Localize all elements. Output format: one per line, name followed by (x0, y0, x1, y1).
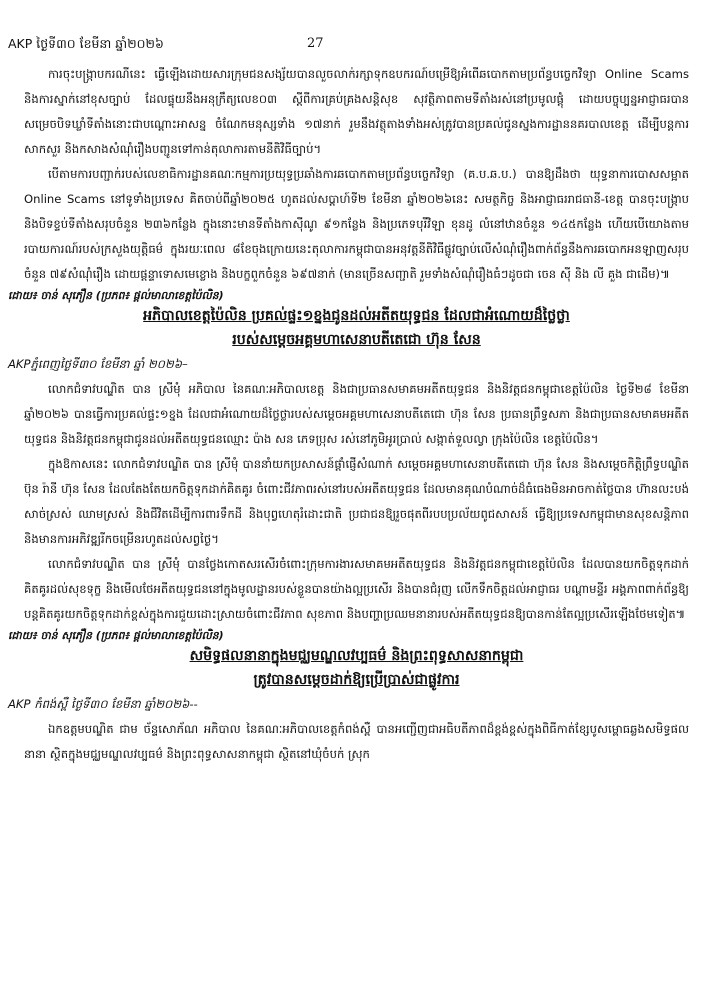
article-pailin-veteran-house (8, 304, 689, 644)
article-dateline: AKP កំពង់ស្ពឺ ថ្ងៃទី៣០ ខែមីនា ឆ្នាំ២០២៦-- (8, 697, 198, 711)
article-headline (24, 644, 689, 692)
headline-line: ត្រូវបានសម្តេចដាក់ឱ្យប្រើប្រាស់ជាផ្លូវការ (253, 672, 460, 688)
article-paragraph: លោកជំទាវបណ្ឌិត បាន ស្រីមុំ បានថ្លែងកោតសរសើរចំពោះក្រុមការងារសមាគមអតីតយុទ្ធជន និងនិវត្តជនកម្ពុជាខេត្តប៉ៃលិន ដែលបានយកចិត្តទុកដាក់គិតគូរដល់សុខទុក្ខ និងមើលថែអតីតយុទ្ធជននៅក្នុងមូលដ្ឋានរបស់ខ្លួនបានយ៉ាងល្អប្រសើរ និងបានជំរុញ លើកទឹកចិត្តដល់អាជ្ញាធរ បណ្តាមន្ទីរ អង្គភាពពាក់ព័ន្ធឱ្យបន្តគិតគូរយកចិត្តទុកដាក់ខ្ពស់ក្នុងការជួយដោះស្រាយចំពោះជីវភាព សុខភាព និងបញ្ហាប្រឈមនានារបស់អតីតយុទ្ធជនឱ្យបានកាន់តែល្អប្រសើរឡើងថែមទៀត៕ (24, 557, 689, 621)
publication-date: AKP ថ្ងៃទី៣០ ខែមីនា ឆ្នាំ២០២៦ (8, 36, 164, 51)
article-paragraph: ឯកឧត្តមបណ្ឌិត ជាម ច័ន្ទសោភ័ណ អភិបាល នៃគណៈអភិបាលខេត្តកំពង់ស្ពឺ បានអញ្ជើញជាអធិបតីភាពដ៏ខ្ពង់ខ្ពស់ក្នុងពិធីកាត់ខ្សែបូសម្ពោធឆ្លងសមិទ្ធផលនានា ស្ថិតក្នុងមជ្ឈមណ្ឌលវប្បធម៌ និងព្រះពុទ្ធសាសនាកម្ពុជា ស្ថិតនៅឃុំចំបក់ ស្រុក (24, 722, 689, 761)
page-number: 27 (307, 36, 324, 51)
headline-line: សមិទ្ធផលនានាក្នុងមជ្ឈមណ្ឌលវប្បធម៌ និងព្រះពុទ្ធសាសនាកម្ពុជា (189, 648, 524, 664)
article-paragraph: ក្នុងឱកាសនេះ លោកជំទាវបណ្ឌិត បាន ស្រីមុំ បាននាំយកប្រសាសន៍ផ្តាំផ្ញើសំណាក់ សម្តេចអគ្គមហាសេនាបតីតេជោ ហ៊ុន សែន និងសម្តេចកិត្តិព្រឹទ្ធបណ្ឌិត ប៊ុន រ៉ានី ហ៊ុន សែន ដែលតែងតែយកចិត្តទុកដាក់គិតគូរ ចំពោះជីវភាពរស់នៅរបស់អតីតយុទ្ធជន ដែលមានគុណបំណាច់ដ៏ធំធេងមិនអាចកាត់ថ្លៃបាន ហ៊ានលះបង់សាច់ស្រស់ ឈាមស្រស់ និងជីវិតដើម្បីការពារទឹកដី និងបុព្វហេតុរំដោះជាតិ ប្រជាជនឱ្យរួចផុតពីរបបប្រល័យពូជសាសន៍ ធ្វើឱ្យប្រទេសកម្ពុជាមានសុខសន្តិភាព និងមានការអភិវឌ្ឍរីកចម្រើនរហូតដល់សព្វថ្ងៃ។ (24, 457, 689, 546)
headline-line: អភិបាលខេត្តប៉ៃលិន ប្រគល់ផ្ទះ១ខ្នងជូនដល់អតីតយុទ្ធជន ដែលជាអំណោយដ៏ថ្លៃថ្លា (143, 308, 570, 324)
article-cultural-center-inauguration (8, 644, 689, 767)
article-continuation (8, 62, 689, 304)
page-header (8, 36, 698, 56)
article-paragraph: ការចុះបង្ក្រាបករណីនេះ ធ្វើឡើងដោយសារក្រុមជនសង្ស័យបានលួចលាក់រក្សាទុកឧបករណ៍បម្រើឱ្យអំពើឆបោកតាមប្រព័ន្ធបច្ចេកវិទ្យា Online Scams និងការស្នាក់នៅខុសច្បាប់ ដែលផ្ទុយនឹងអនុក្រឹត្យលេខ០៣ ស្តីពីការគ្រប់គ្រងសន្តិសុខ សុវត្ថិភាពតាមទីតាំងរស់នៅប្រមូលផ្តុំ ដោយបច្ចុប្បន្នអាជ្ញាធរបានសម្រេចបិទឃ្លាំទីតាំងនោះជាបណ្តោះអាសន្ន ចំណែកមនុស្សទាំង ១៧នាក់ រួមនឹងវត្ថុតាងទាំងអស់ត្រូវបានប្រគល់ជូនស្នងការដ្ឋាននគរបាលខេត្ត ដើម្បីបន្តការសាកសួរ និងកសាងសំណុំរឿងបញ្ជូនទៅកាន់តុលាការតាមនីតិវិធីច្បាប់។ (24, 67, 689, 156)
article-paragraph: លោកជំទាវបណ្ឌិត បាន ស្រីមុំ អភិបាល នៃគណៈអភិបាលខេត្ត និងជាប្រធានសមាគមអតីតយុទ្ធជន និងនិវត្តជនកម្ពុជាខេត្តប៉ៃលិន ថ្ងៃទី២៨ ខែមីនា ឆ្នាំ២០២៦ បានធ្វើការប្រគល់ផ្ទះ១ខ្នង ដែលជាអំណោយដ៏ថ្លៃថ្លារបស់សម្តេចអគ្គមហាសេនាបតីតេជោ ហ៊ុន សែន ប្រធានព្រឹទ្ធសភា និងជាប្រធានសមាគមអតីតយុទ្ធជន និងនិវត្តជនកម្ពុជាជូនដល់អតីតយុទ្ធជនឈ្មោះ ប៉ាង សន ភេទប្រុស រស់នៅភូមិអូរប្រាល់ សង្កាត់ទួលល្វា ក្រុងប៉ៃលិន ខេត្តប៉ៃលិន។ (24, 382, 689, 446)
article-dateline: AKPភ្នំពេញថ្ងៃទី៣០ ខែមីនា ឆ្នាំ ២០២៦– (8, 357, 188, 371)
article-paragraph: បើតាមការបញ្ជាក់របស់លេខាធិការដ្ឋានគណៈកម្មការប្រយុទ្ធប្រឆាំងការឆបោកតាមប្រព័ន្ធបច្ចេកវិទ្យា (គ.ប.ឆ.ប.) បានឱ្យដឹងថា យុទ្ធនាការបោសសម្អាត Online Scams នៅទូទាំងប្រទេស គិតចាប់ពីឆ្នាំ២០២៥ ហូតដល់សប្តាហ៍ទី២ ខែមីនា ឆ្នាំ២០២៦នេះ សមត្ថកិច្ច និងអាជ្ញាធររាជធានី-ខេត្ត បានចុះបង្ក្រាប និងបិទខ្ទប់ទីតាំងសរុបចំនួន ២៣៦កន្លែង ក្នុងនោះមានទីតាំងកាស៊ីណូ ៩១កន្លែង និងប្រភេទបុរីវិឡា ខុនដូ លំនៅឋានចំនួន ១៤៥កន្លែង ហើយបើយោងតាមរបាយការណ៍របស់ក្រសួងយុត្តិធម៌ ក្នុងរយៈពេល ៨ខែចុងក្រោយនេះតុលាការកម្ពុជាបានអនុវត្តនីតិវិធីផ្លូវច្បាប់លើសំណុំរឿងពាក់ព័ន្ធនឹងការឆបោកអនឡាញសរុបចំនួន ៧៩សំណុំរឿង ដោយផ្តន្ទាទោសមេខ្លោង និងបក្ខពួកចំនួន ៦៩៧នាក់ (មានច្រើនសញ្ជាតិ រួមទាំងសំណុំរឿងធំៗដូចជា ចេន ស៊ី និង លី គួង ជាដើម)៕ (24, 167, 689, 281)
article-byline: ដោយ៖ ចាន់ សុភឿន (ប្រភព៖ ផ្តល់មាលាខេត្តប៉ៃលិន) (8, 289, 224, 302)
article-headline (24, 304, 689, 352)
article-byline: ដោយ៖ ចាន់ សុភឿន (ប្រភព៖ ផ្តល់មាលាខេត្តប៉ៃលិន) (8, 629, 224, 642)
page-content (8, 62, 689, 767)
headline-line: របស់សម្តេចអគ្គមហាសេនាបតីតេជោ ហ៊ុន សែន (232, 332, 481, 348)
